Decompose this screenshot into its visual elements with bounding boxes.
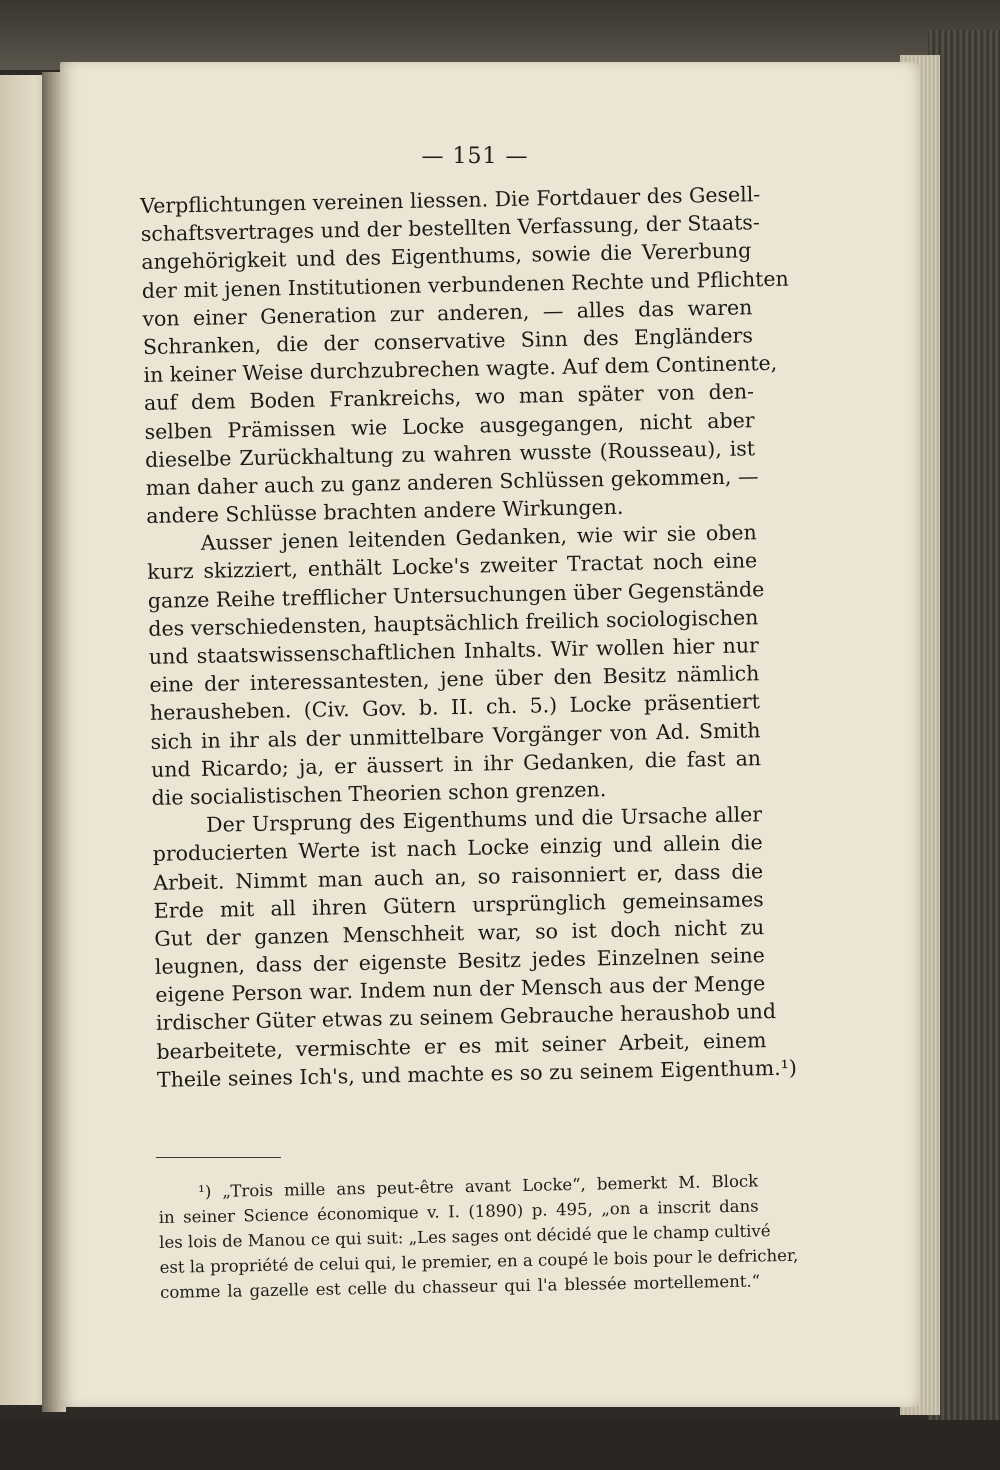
text-line: eine der interessantesten, jene über den Besitz nämlich <box>149 661 760 698</box>
text-line: selben Prämissen wie Locke ausgegangen, nicht aber <box>144 407 755 444</box>
footnote <box>158 1168 799 1304</box>
text-line: man daher auch zu ganz anderen Schlüssen gekommen, — <box>145 464 759 500</box>
text-line: herausheben. (Civ. Gov. b. II. ch. 5.) Locke präsentiert <box>149 689 761 726</box>
body-text <box>140 180 798 1094</box>
text-line: Ausser jenen leitenden Gedanken, wie wir sie oben <box>200 520 757 556</box>
text-line: Theile seines Ich's, und machte es so zu seinem Eigenthum.¹) <box>156 1055 798 1092</box>
text-line: und staatswissenschaftlichen Inhalts. Wir wollen hier nur <box>148 633 760 669</box>
text-line: Verpflichtungen vereinen liessen. Die Fortdauer des Gesell- <box>140 182 761 218</box>
footnote-rule <box>156 1157 281 1158</box>
text-line: Arbeit. Nimmt man auch an, so raisonniert er, dass die <box>153 858 764 895</box>
text-line: ganze Reihe trefflicher Untersuchungen über Gegenstände <box>147 576 765 613</box>
footnote-line: in seiner Science économique v. I. (1890) p. 495, „on a inscrit dans <box>158 1196 759 1227</box>
text-line: andere Schlüsse brachten andere Wirkungen. <box>145 494 624 529</box>
text-line: schaftsvertrages und der bestellten Verfassung, der Staats- <box>140 210 760 247</box>
text-line: sich in ihr als der unmittelbare Vorgänger von Ad. Smith <box>150 717 761 754</box>
text-line: angehörigkeit und des Eigenthums, sowie die Vererbung <box>141 238 752 275</box>
text-line: Der Ursprung des Eigenthums und die Ursache aller <box>205 802 763 837</box>
text-line: die socialistischen Theorien schon grenzen. <box>151 777 607 810</box>
footnote-line: ¹) „Trois mille ans peut-être avant Locke“, bemerkt M. Block <box>198 1171 759 1202</box>
text-line: Schranken, die der conservative Sinn des Engländers <box>142 323 754 359</box>
text-line: Erde mit all ihren Gütern ursprünglich gemeinsames <box>153 886 764 923</box>
text-line: bearbeitete, vermischte er es mit seiner Arbeit, einem <box>156 1027 767 1064</box>
text-line: auf dem Boden Frankreichs, wo man später von den- <box>143 379 755 416</box>
text-line: irdischer Güter etwas zu seinem Gebrauche heraushob und <box>155 999 777 1036</box>
text-line: des verschiedensten, hauptsächlich freilich sociologischen <box>148 605 759 641</box>
text-line: von einer Generation zur anderen, — alles das waren <box>142 295 753 331</box>
text-line: in keiner Weise durchzubrechen wagte. Auf dem Continente, <box>143 350 778 388</box>
text-line: leugnen, dass der eigenste Besitz jedes Einzelnen seine <box>154 943 765 979</box>
text-line: der mit jenen Institutionen verbundenen Rechte und Pflichten <box>141 266 789 303</box>
footnote-line: est la propriété de celui qui, le premier, en a coupé le bois pour le defricher, <box>159 1245 799 1277</box>
book-cover-top <box>0 0 1000 70</box>
text-line: und Ricardo; ja, er äussert in ihr Gedanken, die fast an <box>150 745 762 782</box>
book-cover-bottom <box>0 1420 1000 1470</box>
page-number: — 151 — <box>421 144 529 169</box>
footnote-line: les lois de Manou ce qui suit: „Les sages ont décidé que le champ cultivé <box>159 1221 771 1252</box>
text-line: dieselbe Zurückhaltung zu wahren wusste (Rousseau), ist <box>144 435 756 472</box>
book-page <box>60 62 920 1407</box>
footnote-line: comme la gazelle est celle du chasseur qui l'a blessée mortellement.“ <box>159 1271 761 1302</box>
text-line: kurz skizziert, enthält Locke's zweiter Tractat noch eine <box>147 548 758 585</box>
text-line: producierten Werte ist nach Locke einzig und allein die <box>152 830 763 867</box>
text-line: eigene Person war. Indem nun der Mensch aus der Menge <box>155 971 766 1008</box>
text-line: Gut der ganzen Menschheit war, so ist doch nicht zu <box>154 915 765 951</box>
